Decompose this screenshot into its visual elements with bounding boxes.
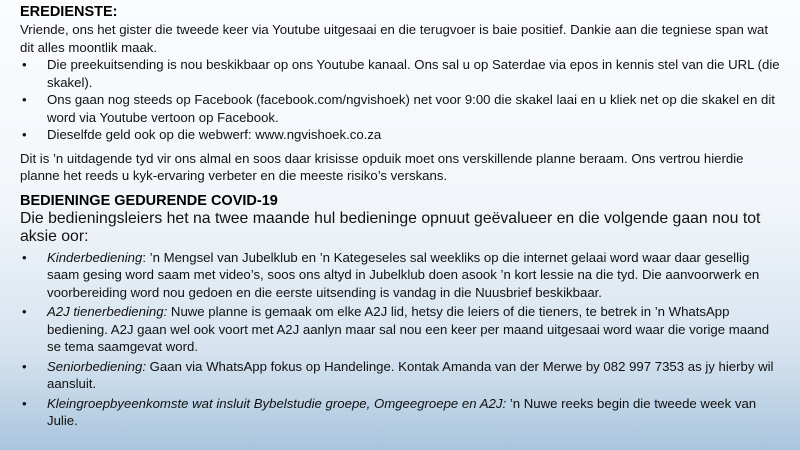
bullet-icon: • (22, 358, 27, 374)
section-intro-bedieninge: Die bedieningsleiers het na twee maande hul bedieninge opnuut geëvalueer en die volgende gaan nou tot aksie oor: (20, 209, 761, 245)
bullet-icon: • (22, 395, 27, 411)
list-item-label: Kinderbediening (47, 249, 143, 265)
list-item-text: : ’n Mengsel van Jubelklub en ’n Kategeseles sal weekliks op die internet gelaai word waar daar gesellig saam gesing word saam met video’s, soos ons altyd in Jubelklub doen asook ’n kort lessie na die tyd. Die aanvoorwerk en voorbereiding word nou gedoen en die eerste uitsending is vandag in die Nuusbrief beskikbaar. (47, 249, 760, 300)
bullet-list-bedieninge (20, 249, 782, 430)
list-item-text: Dieselfde geld ook op die webwerf: www.ngvishoek.co.za (47, 127, 382, 142)
list-item-text: Nuwe planne is gemaak om elke A2J lid, hetsy die leiers of die tieners, te betrek in ’n WhatsApp bediening. A2J gaan wel ook voort met A2J aanlyn maar sal nou een keer per maand uitgesaai word waar die vorige maand se tema saamgevat word. (47, 304, 770, 354)
bullet-icon: • (22, 92, 27, 107)
bullet-icon: • (22, 304, 27, 319)
bullet-icon: • (22, 127, 27, 142)
list-item-text: Die preekuitsending is nou beskikbaar op ons Youtube kanaal. Ons sal u op Saterdae via epos in kennis stel van die URL (die skakel). (47, 57, 780, 90)
list-item-text: Ons gaan nog steeds op Facebook (facebook.com/ngvishoek) net voor 9:00 die skakel laai en u kliek net op die skakel en dit word via Youtube vertoon op Facebook. (47, 92, 775, 125)
section-bedieninge (20, 193, 782, 430)
section-intro-erediens: Vriende, ons het gister die tweede keer via Youtube uitgesaai en die terugvoer is baie positief. Dankie aan die tegniese span wat dit alles moontlik maak. (20, 22, 769, 55)
list-item-text: ’n Nuwe reeks begin die tweede week van Julie. (47, 395, 757, 428)
list-item-label: Seniorbediening: (47, 358, 146, 374)
section-heading-bedieninge: BEDIENINGE GEDURENDE COVID-19 (20, 192, 278, 209)
list-item-text: Gaan via WhatsApp fokus op Handelinge. Kontak Amanda van der Merwe by 082 997 7353 as jy hierby wil aansluit. (47, 358, 774, 391)
list-item (20, 56, 782, 91)
list-item-label: A2J tienerbediening: (47, 304, 168, 319)
list-item (20, 91, 782, 126)
list-item-label: Kleingroepbyeenkomste wat insluit Bybelstudie groepe, Omgeegroepe en A2J: (47, 395, 507, 411)
bullet-list-erediens (20, 56, 782, 144)
bullet-icon: • (22, 249, 27, 265)
bullet-icon: • (22, 57, 27, 72)
list-item-kinderbediening (20, 249, 782, 302)
list-item-a2j-tienerbediening (20, 303, 782, 356)
section-erediens (20, 4, 782, 185)
section-heading-erediens: EREDIENSTE: (20, 4, 118, 20)
list-item-kleingroepbyeenkomste (20, 395, 782, 430)
list-item (20, 126, 782, 144)
section-closing-erediens: Dit is ’n uitdagende tyd vir ons almal en soos daar krisisse opduik moet ons verskillende planne beraam. Ons vertrou hierdie planne het reeds u kyk-ervaring verbeter en die meeste risiko’s verskans. (20, 150, 744, 183)
list-item-seniorbediening (20, 358, 782, 393)
